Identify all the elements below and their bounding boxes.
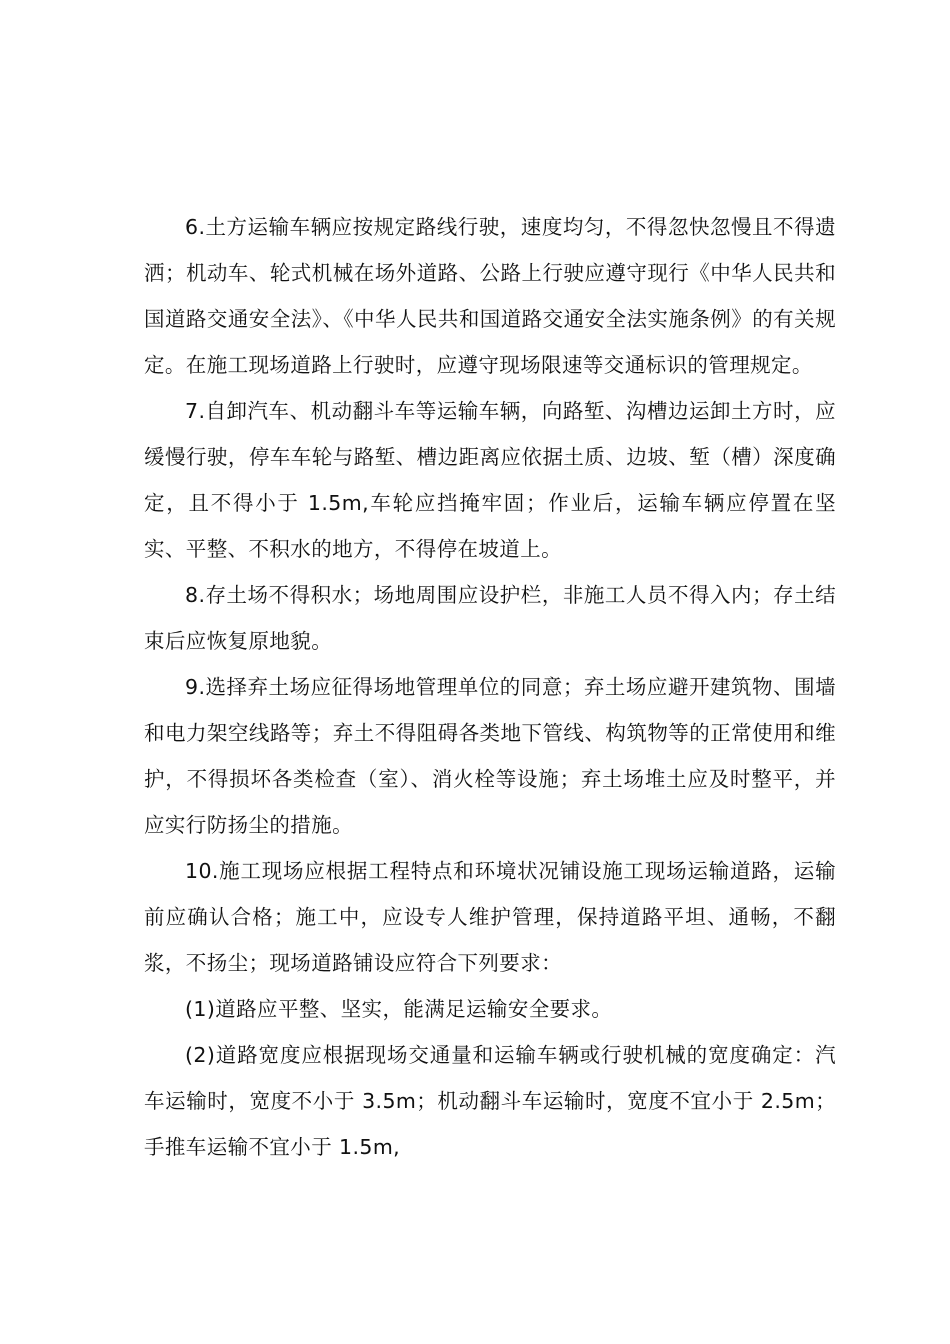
document-body — [144, 204, 836, 1170]
paragraph-item-6: 6.土方运输车辆应按规定路线行驶，速度均匀，不得忽快忽慢且不得遗洒；机动车、轮式机械在场外道路、公路上行驶应遵守现行《中华人民共和国道路交通安全法》、《中华人民共和国道路交通安全法实施条例》的有关规定。在施工现场道路上行驶时，应遵守现场限速等交通标识的管理规定。 — [144, 215, 836, 377]
paragraph-subitem-1: (1)道路应平整、坚实，能满足运输安全要求。 — [185, 997, 613, 1021]
paragraph-item-8: 8.存土场不得积水；场地周围应设护栏，非施工人员不得入内；存土结束后应恢复原地貌。 — [144, 583, 836, 653]
paragraph-item-10: 10.施工现场应根据工程特点和环境状况铺设施工现场运输道路，运输前应确认合格；施工中，应设专人维护管理，保持道路平坦、通畅，不翻浆，不扬尘；现场道路铺设应符合下列要求： — [144, 859, 836, 975]
paragraph-item-7: 7.自卸汽车、机动翻斗车等运输车辆，向路堑、沟槽边运卸土方时，应缓慢行驶，停车车轮与路堑、槽边距离应依据土质、边坡、堑（槽）深度确定，且不得小于 1.5m,车轮应挡掩牢固；作业后，运输车辆应停置在坚实、平整、不积水的地方，不得停在坡道上。 — [144, 399, 836, 561]
paragraph-subitem-2: (2)道路宽度应根据现场交通量和运输车辆或行驶机械的宽度确定：汽车运输时，宽度不小于 3.5m；机动翻斗车运输时，宽度不宜小于 2.5m；手推车运输不宜小于 1.5m, — [144, 1043, 836, 1159]
paragraph-item-9: 9.选择弃土场应征得场地管理单位的同意；弃土场应避开建筑物、围墙和电力架空线路等；弃土不得阻碍各类地下管线、构筑物等的正常使用和维护，不得损坏各类检查（室）、消火栓等设施；弃土场堆土应及时整平，并应实行防扬尘的措施。 — [144, 675, 836, 837]
